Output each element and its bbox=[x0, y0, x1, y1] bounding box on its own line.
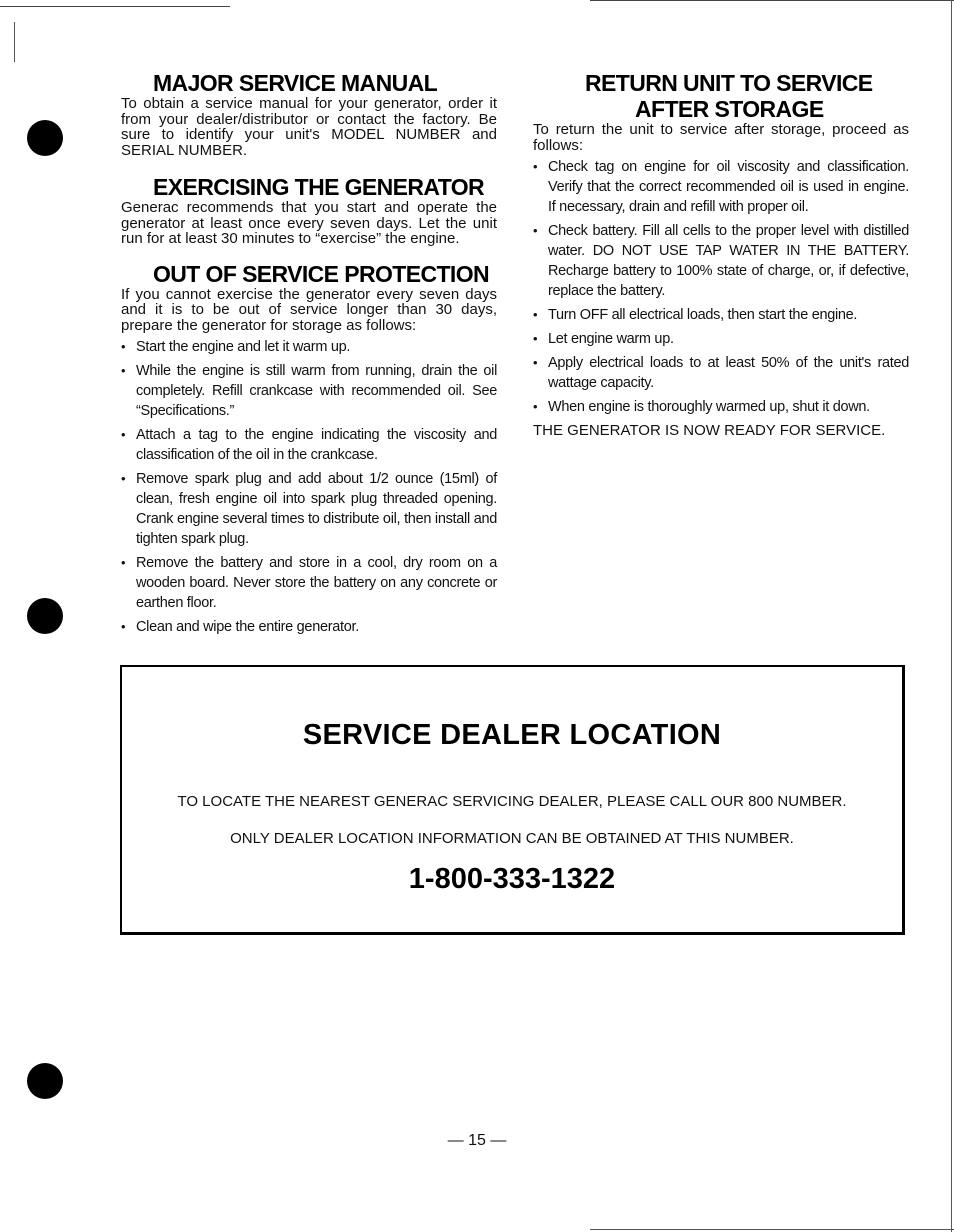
left-column bbox=[121, 70, 497, 637]
binder-hole bbox=[27, 120, 63, 156]
binder-hole bbox=[27, 1063, 63, 1099]
box-instruction: TO LOCATE THE NEAREST GENERAC SERVICING DEALER, PLEASE CALL OUR 800 NUMBER. bbox=[177, 793, 847, 810]
list-item: • Clean and wipe the entire generator. bbox=[121, 617, 497, 637]
list-item: • Start the engine and let it warm up. bbox=[121, 337, 497, 357]
page-edge bbox=[590, 1229, 954, 1230]
top-rule bbox=[0, 6, 230, 7]
page-edge bbox=[951, 0, 952, 1232]
list-item: • Let engine warm up. bbox=[533, 329, 909, 349]
right-column bbox=[533, 70, 909, 439]
service-dealer-box bbox=[120, 665, 905, 935]
box-note: ONLY DEALER LOCATION INFORMATION CAN BE OBTAINED AT THIS NUMBER. bbox=[230, 830, 794, 847]
page-number: — 15 — bbox=[447, 1132, 507, 1149]
dealer-phone-number: 1-800-333-1322 bbox=[408, 863, 616, 895]
exercising-section bbox=[121, 174, 497, 247]
list-item: • Remove the battery and store in a cool, dry room on a wooden board. Never store the battery on any concrete or earthen floor. bbox=[121, 553, 497, 613]
major-service-manual-section bbox=[121, 70, 497, 158]
closing-statement: THE GENERATOR IS NOW READY FOR SERVICE. bbox=[533, 422, 886, 439]
list-item: • When engine is thoroughly warmed up, shut it down. bbox=[533, 397, 909, 417]
box-title: SERVICE DEALER LOCATION bbox=[302, 719, 722, 751]
list-item: • Check battery. Fill all cells to the proper level with distilled water. DO NOT USE TAP WATER IN THE BATTERY. Recharge battery to 100% state of charge, or, if defective, replace the battery. bbox=[533, 221, 909, 301]
top-rule bbox=[590, 0, 954, 1]
storage-steps-list bbox=[121, 337, 497, 637]
section-heading-continued: AFTER STORAGE bbox=[635, 96, 824, 122]
list-item: • Turn OFF all electrical loads, then start the engine. bbox=[533, 305, 909, 325]
binder-hole bbox=[27, 598, 63, 634]
return-to-service-section bbox=[533, 70, 909, 439]
section-body: To obtain a service manual for your generator, order it from your dealer/distributor or contact the factory. Be sure to identify your unit's MODEL NUMBER and SERIAL NUMBER. bbox=[121, 95, 497, 159]
section-intro: To return the unit to service after storage, proceed as follows: bbox=[533, 121, 909, 154]
list-item: • Attach a tag to the engine indicating the viscosity and classification of the oil in the crankcase. bbox=[121, 425, 497, 465]
margin-mark bbox=[14, 22, 15, 62]
section-heading: RETURN UNIT TO SERVICE bbox=[585, 70, 873, 96]
section-intro: If you cannot exercise the generator every seven days and it is to be out of service longer than 30 days, prepare the generator for storage as follows: bbox=[121, 285, 497, 334]
list-item: • Check tag on engine for oil viscosity and classification. Verify that the correct recommended oil is used in engine. If necessary, drain and refill with proper oil. bbox=[533, 157, 909, 217]
section-heading: EXERCISING THE GENERATOR bbox=[153, 174, 485, 200]
list-item: • Apply electrical loads to at least 50% of the unit's rated wattage capacity. bbox=[533, 353, 909, 393]
out-of-service-section bbox=[121, 261, 497, 638]
section-heading: MAJOR SERVICE MANUAL bbox=[153, 70, 438, 96]
section-body: Generac recommends that you start and operate the generator at least once every seven days. Let the unit run for at least 30 minutes to “exercise” the engine. bbox=[121, 199, 497, 247]
list-item: • Remove spark plug and add about 1/2 ounce (15ml) of clean, fresh engine oil into spark plug threaded opening. Crank engine several times to distribute oil, then install and tighten spark plug. bbox=[121, 469, 497, 549]
list-item: • While the engine is still warm from running, drain the oil completely. Refill crankcase with recommended oil. See “Specifications.” bbox=[121, 361, 497, 421]
section-heading: OUT OF SERVICE PROTECTION bbox=[153, 260, 489, 287]
return-steps-list bbox=[533, 157, 909, 417]
